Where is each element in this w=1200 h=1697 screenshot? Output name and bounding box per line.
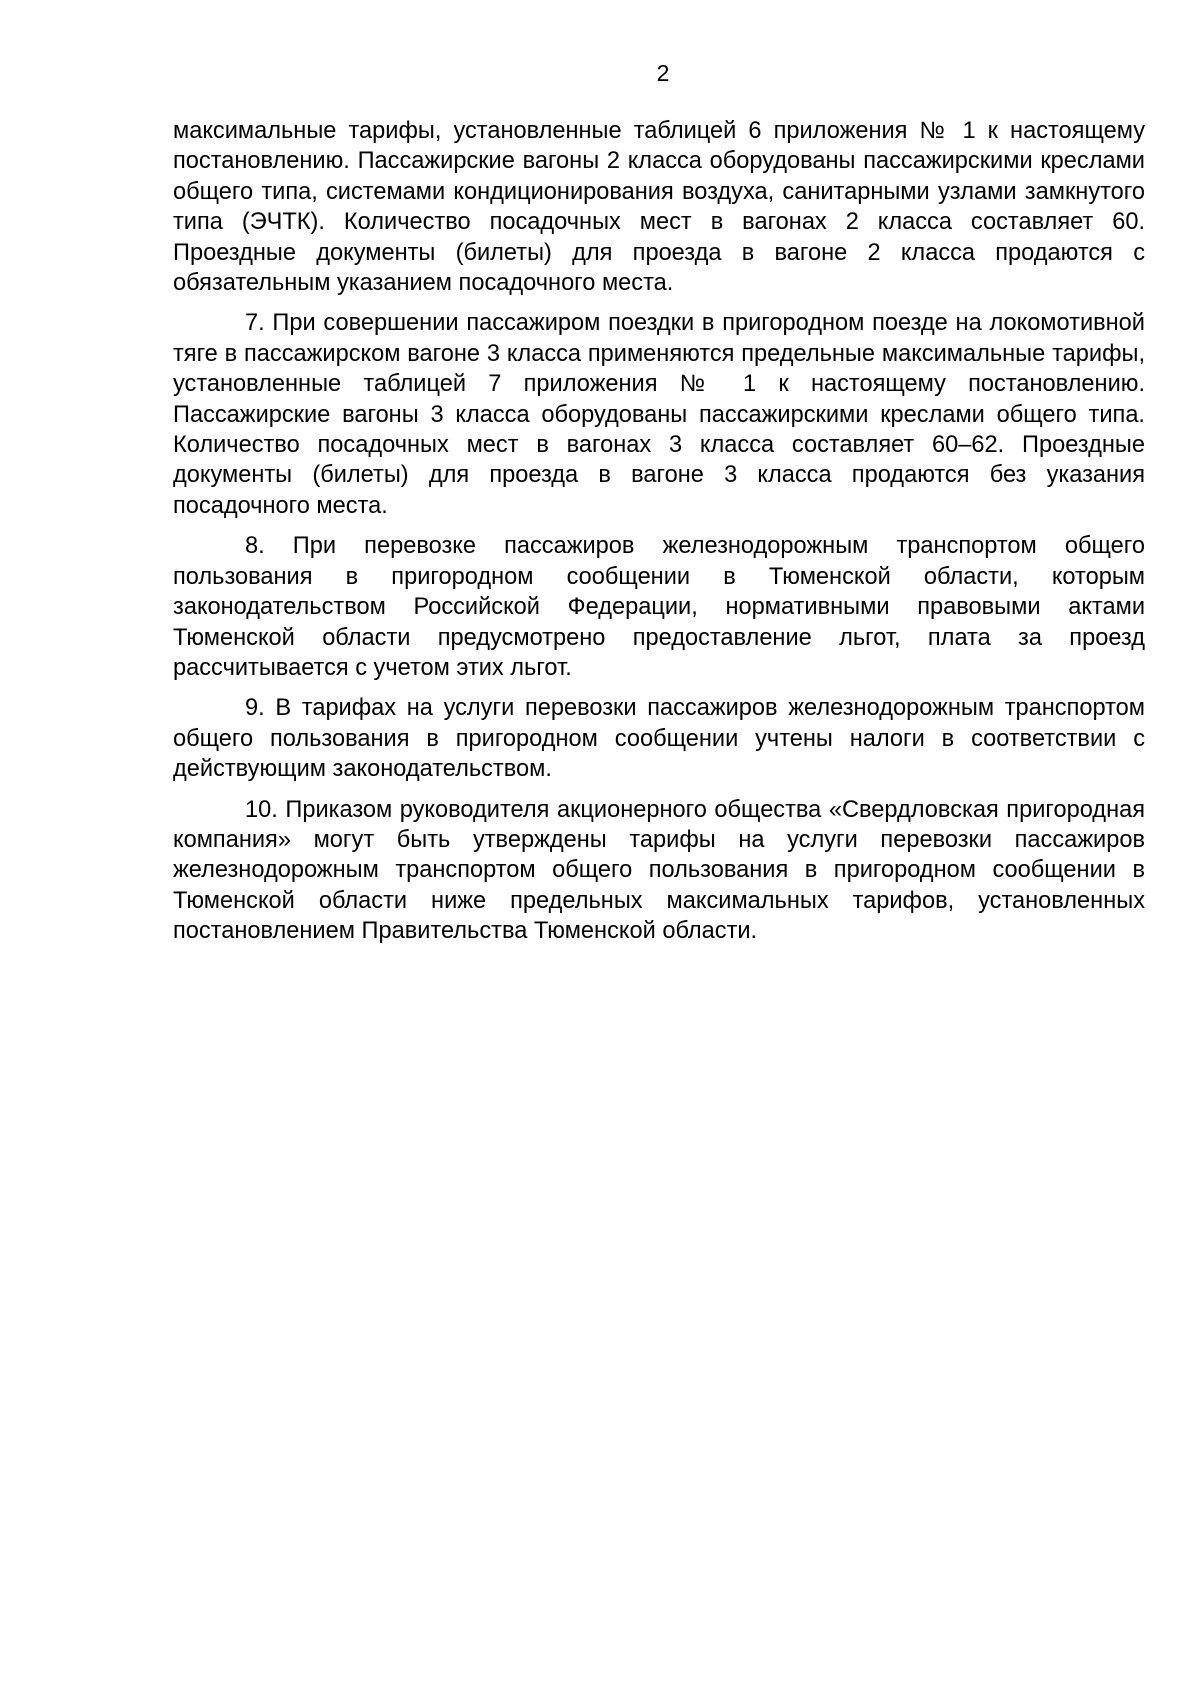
page-number: 2 — [656, 60, 670, 86]
paragraph-continuation: максимальные тарифы, установленные таблицей 6 приложения № 1 к настоящему постановлению. Пассажирские вагоны 2 класса оборудованы пассажирскими креслами общего типа, системами кондиционирования воздуха, санитарными узлами замкнутого типа (ЭЧТК). Количество посадочных мест в вагонах 2 класса составляет 60. Проездные документы (билеты) для проезда в вагоне 2 класса продаются с обязательным указанием посадочного места. — [173, 118, 1145, 297]
paragraph-item-10: 10. Приказом руководителя акционерного общества «Свердловская пригородная компания» могут быть утверждены тарифы на услуги перевозки пассажиров железнодорожным транспортом общего пользования в пригородном сообщении в Тюменской области ниже предельных максимальных тарифов, установленных постановлением Правительства Тюменской области. — [173, 796, 1145, 945]
paragraph-item-8: 8. При перевозке пассажиров железнодорожным транспортом общего пользования в пригородном сообщении в Тюменской области, которым законодательством Российской Федерации, нормативными правовыми актами Тюменской области предусмотрено предоставление льгот, плата за проезд рассчитывается с учетом этих льгот. — [173, 533, 1145, 681]
paragraph-item-7: 7. При совершении пассажиром поездки в пригородном поезде на локомотивной тяге в пассажирском вагоне 3 класса применяются предельные максимальные тарифы, установленные таблицей 7 приложения № 1 к настоящему постановлению. Пассажирские вагоны 3 класса оборудованы пассажирскими креслами общего типа. Количество посадочных мест в вагонах 3 класса составляет 60–62. Проездные документы (билеты) для проезда в вагоне 3 класса продаются без указания посадочного места. — [173, 310, 1145, 519]
document-body — [173, 116, 1145, 957]
paragraph-item-9: 9. В тарифах на услуги перевозки пассажиров железнодорожным транспортом общего пользования в пригородном сообщении учтены налоги в соответствии с действующим законодательством. — [173, 695, 1145, 783]
